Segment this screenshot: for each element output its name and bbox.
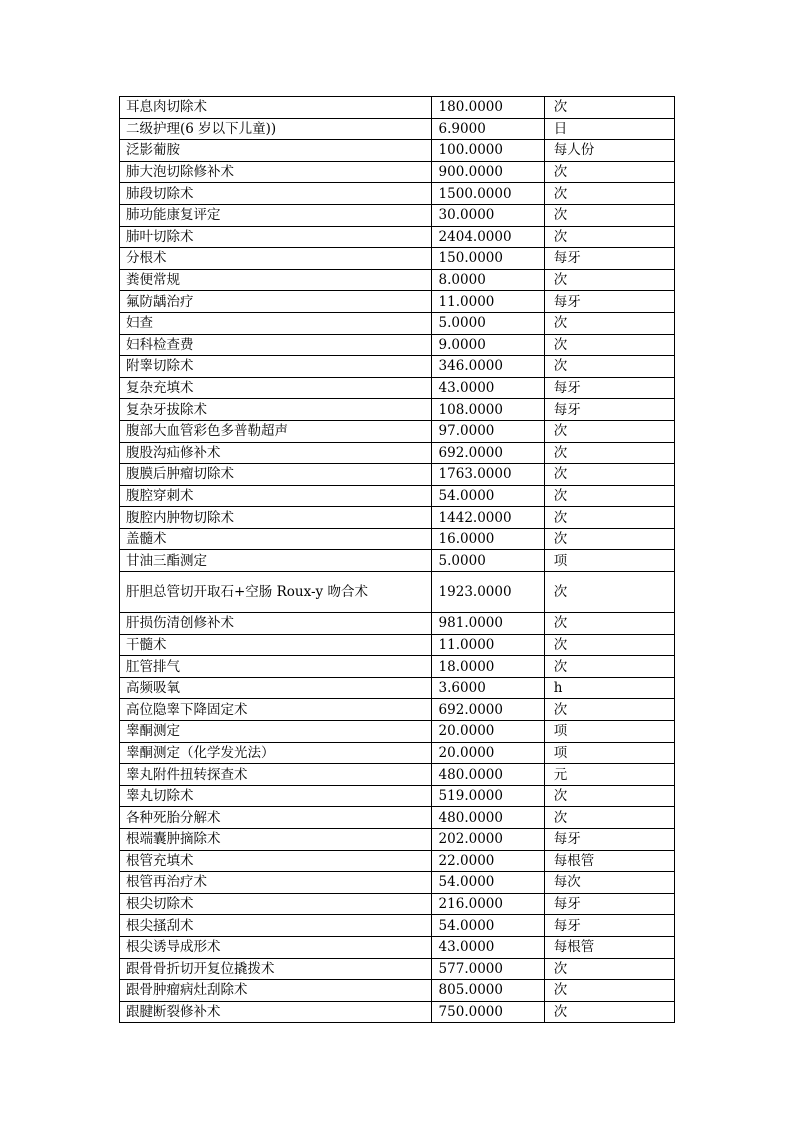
item-name-cell: 腹部大血管彩色多普勒超声 xyxy=(120,420,432,442)
price-cell: 577.0000 xyxy=(431,958,544,980)
item-name-cell: 附睾切除术 xyxy=(120,356,432,378)
item-name-cell: 根管再治疗术 xyxy=(120,872,432,894)
item-name-cell: 肺叶切除术 xyxy=(120,226,432,248)
unit-cell: 每牙 xyxy=(544,915,674,937)
item-name-cell: 腹腔内肿物切除术 xyxy=(120,507,432,529)
table-row xyxy=(120,785,675,807)
table-row xyxy=(120,399,675,421)
table-row xyxy=(120,226,675,248)
price-cell: 54.0000 xyxy=(431,485,544,507)
item-name-cell: 复杂充填术 xyxy=(120,377,432,399)
unit-cell: 次 xyxy=(544,334,674,356)
unit-cell: 次 xyxy=(544,204,674,226)
unit-cell: 次 xyxy=(544,958,674,980)
table-row xyxy=(120,936,675,958)
price-cell: 216.0000 xyxy=(431,893,544,915)
item-name-cell: 跟骨肿瘤病灶刮除术 xyxy=(120,980,432,1002)
unit-cell: 次 xyxy=(544,356,674,378)
unit-cell: 次 xyxy=(544,269,674,291)
table-row xyxy=(120,442,675,464)
unit-cell: 每牙 xyxy=(544,893,674,915)
table-row xyxy=(120,677,675,699)
price-cell: 346.0000 xyxy=(431,356,544,378)
item-name-cell: 睾酮测定 xyxy=(120,721,432,743)
table-row xyxy=(120,1001,675,1023)
price-cell: 1442.0000 xyxy=(431,507,544,529)
unit-cell: 次 xyxy=(544,97,674,119)
unit-cell: 日 xyxy=(544,118,674,140)
unit-cell: 次 xyxy=(544,464,674,486)
unit-cell: 次 xyxy=(544,226,674,248)
price-cell: 22.0000 xyxy=(431,850,544,872)
price-cell: 54.0000 xyxy=(431,915,544,937)
item-name-cell: 妇科检查费 xyxy=(120,334,432,356)
unit-cell: 每人份 xyxy=(544,140,674,162)
price-cell: 18.0000 xyxy=(431,656,544,678)
item-name-cell: 高位隐睾下降固定术 xyxy=(120,699,432,721)
unit-cell: h xyxy=(544,677,674,699)
item-name-cell: 耳息肉切除术 xyxy=(120,97,432,119)
price-cell: 2404.0000 xyxy=(431,226,544,248)
table-row xyxy=(120,850,675,872)
table-row xyxy=(120,507,675,529)
unit-cell: 次 xyxy=(544,528,674,550)
item-name-cell: 肝胆总管切开取石+空肠 Roux-y 吻合术 xyxy=(120,572,432,613)
unit-cell: 次 xyxy=(544,807,674,829)
unit-cell: 次 xyxy=(544,183,674,205)
price-cell: 805.0000 xyxy=(431,980,544,1002)
item-name-cell: 甘油三酯测定 xyxy=(120,550,432,572)
item-name-cell: 肺段切除术 xyxy=(120,183,432,205)
price-cell: 97.0000 xyxy=(431,420,544,442)
price-cell: 1500.0000 xyxy=(431,183,544,205)
table-row xyxy=(120,291,675,313)
table-row xyxy=(120,269,675,291)
item-name-cell: 各种死胎分解术 xyxy=(120,807,432,829)
item-name-cell: 根尖搔刮术 xyxy=(120,915,432,937)
price-cell: 3.6000 xyxy=(431,677,544,699)
item-name-cell: 根管充填术 xyxy=(120,850,432,872)
unit-cell: 次 xyxy=(544,656,674,678)
price-cell: 8.0000 xyxy=(431,269,544,291)
price-cell: 5.0000 xyxy=(431,312,544,334)
unit-cell: 每牙 xyxy=(544,248,674,270)
price-cell: 750.0000 xyxy=(431,1001,544,1023)
table-row xyxy=(120,248,675,270)
item-name-cell: 粪便常规 xyxy=(120,269,432,291)
price-cell: 150.0000 xyxy=(431,248,544,270)
price-cell: 202.0000 xyxy=(431,829,544,851)
item-name-cell: 肛管排气 xyxy=(120,656,432,678)
item-name-cell: 二级护理(6 岁以下儿童)) xyxy=(120,118,432,140)
table-row xyxy=(120,893,675,915)
unit-cell: 次 xyxy=(544,613,674,635)
unit-cell: 次 xyxy=(544,572,674,613)
table-row xyxy=(120,764,675,786)
price-cell: 480.0000 xyxy=(431,807,544,829)
unit-cell: 每牙 xyxy=(544,377,674,399)
price-cell: 981.0000 xyxy=(431,613,544,635)
table-row xyxy=(120,334,675,356)
unit-cell: 次 xyxy=(544,442,674,464)
table-row xyxy=(120,634,675,656)
table-row xyxy=(120,958,675,980)
price-cell: 180.0000 xyxy=(431,97,544,119)
unit-cell: 次 xyxy=(544,785,674,807)
item-name-cell: 氟防龋治疗 xyxy=(120,291,432,313)
price-cell: 11.0000 xyxy=(431,291,544,313)
item-name-cell: 腹腔穿刺术 xyxy=(120,485,432,507)
item-name-cell: 肝损伤清创修补术 xyxy=(120,613,432,635)
table-row xyxy=(120,613,675,635)
price-cell: 900.0000 xyxy=(431,161,544,183)
item-name-cell: 睾酮测定（化学发光法） xyxy=(120,742,432,764)
table-row xyxy=(120,377,675,399)
item-name-cell: 肺大泡切除修补术 xyxy=(120,161,432,183)
table-body xyxy=(120,97,675,1023)
table-row xyxy=(120,550,675,572)
price-cell: 480.0000 xyxy=(431,764,544,786)
item-name-cell: 泛影葡胺 xyxy=(120,140,432,162)
unit-cell: 每根管 xyxy=(544,936,674,958)
item-name-cell: 根端囊肿摘除术 xyxy=(120,829,432,851)
table-row xyxy=(120,915,675,937)
item-name-cell: 复杂牙拔除术 xyxy=(120,399,432,421)
price-cell: 43.0000 xyxy=(431,936,544,958)
table-row xyxy=(120,742,675,764)
table-row xyxy=(120,485,675,507)
table-row xyxy=(120,656,675,678)
item-name-cell: 妇查 xyxy=(120,312,432,334)
unit-cell: 项 xyxy=(544,721,674,743)
table-row xyxy=(120,980,675,1002)
unit-cell: 次 xyxy=(544,634,674,656)
price-cell: 1923.0000 xyxy=(431,572,544,613)
table-row xyxy=(120,183,675,205)
price-cell: 5.0000 xyxy=(431,550,544,572)
table-row xyxy=(120,312,675,334)
table-row xyxy=(120,140,675,162)
price-cell: 43.0000 xyxy=(431,377,544,399)
price-cell: 20.0000 xyxy=(431,742,544,764)
table-row xyxy=(120,807,675,829)
table-row xyxy=(120,97,675,119)
item-name-cell: 根尖切除术 xyxy=(120,893,432,915)
table-row xyxy=(120,721,675,743)
price-cell: 20.0000 xyxy=(431,721,544,743)
unit-cell: 次 xyxy=(544,312,674,334)
item-name-cell: 睾丸切除术 xyxy=(120,785,432,807)
price-cell: 692.0000 xyxy=(431,699,544,721)
unit-cell: 次 xyxy=(544,420,674,442)
item-name-cell: 干髓术 xyxy=(120,634,432,656)
unit-cell: 每牙 xyxy=(544,399,674,421)
unit-cell: 元 xyxy=(544,764,674,786)
table-row xyxy=(120,356,675,378)
item-name-cell: 跟腱断裂修补术 xyxy=(120,1001,432,1023)
price-cell: 9.0000 xyxy=(431,334,544,356)
item-name-cell: 根尖诱导成形术 xyxy=(120,936,432,958)
price-cell: 16.0000 xyxy=(431,528,544,550)
unit-cell: 每根管 xyxy=(544,850,674,872)
table-row xyxy=(120,572,675,613)
item-name-cell: 睾丸附件扭转探查术 xyxy=(120,764,432,786)
price-table xyxy=(119,96,675,1023)
price-cell: 692.0000 xyxy=(431,442,544,464)
item-name-cell: 腹股沟疝修补术 xyxy=(120,442,432,464)
unit-cell: 每牙 xyxy=(544,291,674,313)
table-row xyxy=(120,204,675,226)
unit-cell: 次 xyxy=(544,980,674,1002)
table-row xyxy=(120,699,675,721)
table-row xyxy=(120,872,675,894)
unit-cell: 次 xyxy=(544,1001,674,1023)
price-cell: 11.0000 xyxy=(431,634,544,656)
unit-cell: 次 xyxy=(544,507,674,529)
unit-cell: 每牙 xyxy=(544,829,674,851)
unit-cell: 项 xyxy=(544,742,674,764)
unit-cell: 每次 xyxy=(544,872,674,894)
item-name-cell: 高频吸氧 xyxy=(120,677,432,699)
price-cell: 519.0000 xyxy=(431,785,544,807)
table-row xyxy=(120,528,675,550)
item-name-cell: 跟骨骨折切开复位撬拨术 xyxy=(120,958,432,980)
table-row xyxy=(120,464,675,486)
table-row xyxy=(120,420,675,442)
table-row xyxy=(120,161,675,183)
item-name-cell: 肺功能康复评定 xyxy=(120,204,432,226)
unit-cell: 次 xyxy=(544,699,674,721)
item-name-cell: 分根术 xyxy=(120,248,432,270)
price-cell: 100.0000 xyxy=(431,140,544,162)
price-cell: 54.0000 xyxy=(431,872,544,894)
table-row xyxy=(120,829,675,851)
unit-cell: 项 xyxy=(544,550,674,572)
price-cell: 6.9000 xyxy=(431,118,544,140)
table-row xyxy=(120,118,675,140)
price-cell: 30.0000 xyxy=(431,204,544,226)
unit-cell: 次 xyxy=(544,161,674,183)
item-name-cell: 盖髓术 xyxy=(120,528,432,550)
unit-cell: 次 xyxy=(544,485,674,507)
item-name-cell: 腹膜后肿瘤切除术 xyxy=(120,464,432,486)
price-cell: 108.0000 xyxy=(431,399,544,421)
price-cell: 1763.0000 xyxy=(431,464,544,486)
